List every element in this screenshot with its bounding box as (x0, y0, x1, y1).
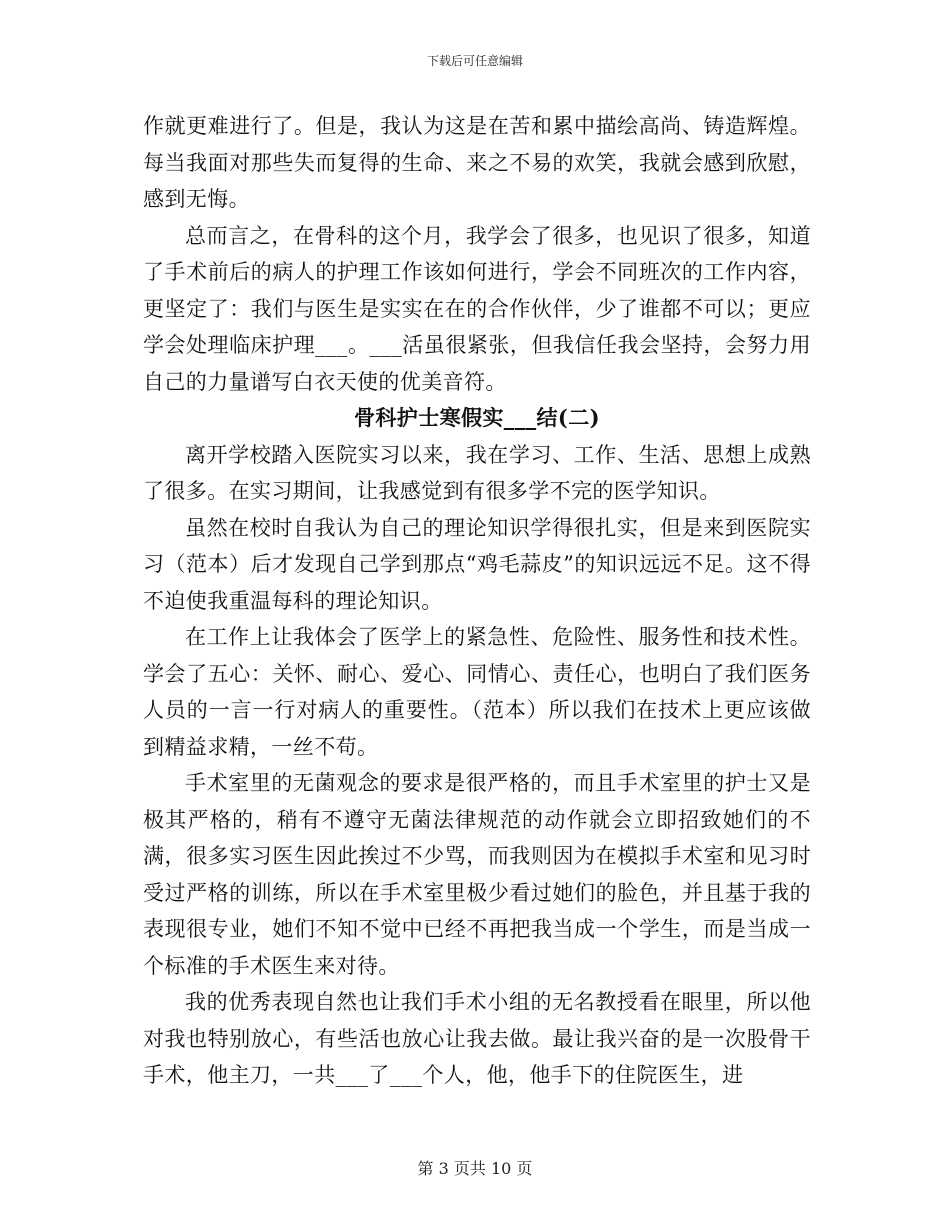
section-heading: 骨科护士寒假实___结(二) (354, 405, 600, 430)
page-number-footer: 第 3 页共 10 页 (417, 1159, 533, 1178)
body-paragraph: 在工作上让我体会了医学上的紧急性、危险性、服务性和技术性。学会了五心：关怀、耐心、爱心、同情心、责任心，也明白了我们医务人员的一言一行对病人的重要性。（范本）所以我们在技术上更应该做到精益求精，一丝不苟。 (143, 625, 811, 759)
body-paragraph: 离开学校踏入医院实习以来，我在学习、工作、生活、思想上成熟了很多。在实习期间，让我感觉到有很多学不完的医学知识。 (143, 442, 811, 503)
body-paragraph: 我的优秀表现自然也让我们手术小组的无名教授看在眼里，所以他对我也特别放心，有些活也放心让我去做。最让我兴奋的是一次股骨干手术，他主刀，一共___了___个人，他，他手下的住院医生，进 (143, 990, 811, 1087)
document-body (143, 108, 811, 1094)
body-paragraph: 虽然在校时自我认为自己的理论知识学得很扎实，但是来到医院实习（范本）后才发现自己学到那点“鸡毛蒜皮”的知识远远不足。这不得不迫使我重温每科的理论知识。 (143, 515, 811, 613)
body-paragraph: 作就更难进行了。但是，我认为这是在苦和累中描绘高尚、铸造辉煌。每当我面对那些失而复得的生命、来之不易的欢笑，我就会感到欣慰，感到无悔。 (143, 114, 811, 211)
body-paragraph: 手术室里的无菌观念的要求是很严格的，而且手术室里的护士又是极其严格的，稍有不遵守无菌法律规范的动作就会立即招致她们的不满，很多实习医生因此挨过不少骂，而我则因为在模拟手术室和见习时受过严格的训练，所以在手术室里极少看过她们的脸色，并且基于我的表现很专业，她们不知不觉中已经不再把我当成一个学生，而是当成一个标准的手术医生来对待。 (143, 771, 811, 978)
page-header-note: 下载后可任意编辑 (426, 54, 523, 68)
body-paragraph: 总而言之，在骨科的这个月，我学会了很多，也见识了很多，知道了手术前后的病人的护理工作该如何进行，学会不同班次的工作内容，更坚定了：我们与医生是实实在在的合作伙伴，少了谁都不可以；更应学会处理临床护理___。___活虽很紧张，但我信任我会坚持，会努力用自己的力量谱写白衣天使的优美音符。 (143, 223, 811, 394)
